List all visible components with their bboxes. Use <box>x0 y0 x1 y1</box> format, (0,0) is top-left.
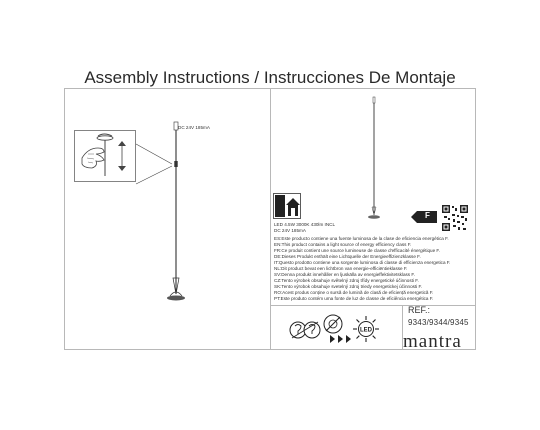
panel-divider <box>270 88 271 350</box>
spec-line-led: LED 4.5W 3000K 430lm INCL <box>274 222 336 227</box>
hand-adjust-illustration <box>74 130 136 182</box>
no-dimmer-icon <box>322 313 344 335</box>
energy-class-letter: F <box>425 211 430 220</box>
energy-class-arrow <box>411 211 437 223</box>
page-title: Assembly Instructions / Instrucciones De Montaje <box>84 68 456 87</box>
power-label: DC 24V 185mA <box>178 125 210 130</box>
energy-statement-ro: RO:Acest produs conține o sursă de lumină de clasă de eficiență energetică F. <box>274 290 434 296</box>
brand-logo: mantra <box>403 331 462 352</box>
svg-text:LED: LED <box>360 327 372 334</box>
compatible-bulbs-icon <box>288 318 322 342</box>
energy-statement-cz: CZ:Tento výrobek obsahuje světelný zdroj třídy energetické účinnosti F. <box>274 278 419 284</box>
footer-divider <box>271 305 476 306</box>
energy-statement-pt: PT:Este produto contém uma fonte de luz de classe de eficiência energética F. <box>274 296 434 302</box>
qr-code-icon <box>441 204 469 232</box>
led-light-icon <box>352 315 380 343</box>
energy-statement-sk: SK:Tento výrobok obsahuje svetelný zdroj triedy energetickej účinnosti F. <box>274 284 423 290</box>
lamp-side-illustration <box>362 95 386 225</box>
reference-numbers: 9343/9344/9345 <box>408 318 469 327</box>
reference-label: REF.: <box>408 305 431 315</box>
energy-statement-nl: NL:Dit product bevat een lichtbron van energie-efficiëntieklasse F. <box>274 266 408 272</box>
energy-statement-de: DE:Dieses Produkt enthält eine Lichtquelle der Energieeffizienzklasse F. <box>274 254 421 260</box>
spec-line-power: DC 24V 185mA <box>274 228 306 233</box>
energy-statement-it: IT:Questo prodotto contiene una sorgente luminosa di classe di efficienza energetica F. <box>274 260 451 266</box>
energy-statement-en: EN:This product contains a light source of energy efficiency class F. <box>274 242 412 248</box>
energy-statement-es: ES:Este producto contiene una fuente luminosa de la clase de eficiencia energética F. <box>274 236 449 241</box>
direction-arrows-icon <box>330 335 352 343</box>
energy-statement-sv: SV:Denna produkt innehåller en ljuskälla av energieffektivitetsklass F. <box>274 272 415 278</box>
energy-statement-list <box>274 236 450 303</box>
floor-lamp-illustration <box>158 118 194 318</box>
energy-statement-fr: FR:Ce produit contient une source lumineuse de classe d'efficacité énergétique F. <box>274 248 441 254</box>
energy-label-house-icon <box>273 193 301 219</box>
